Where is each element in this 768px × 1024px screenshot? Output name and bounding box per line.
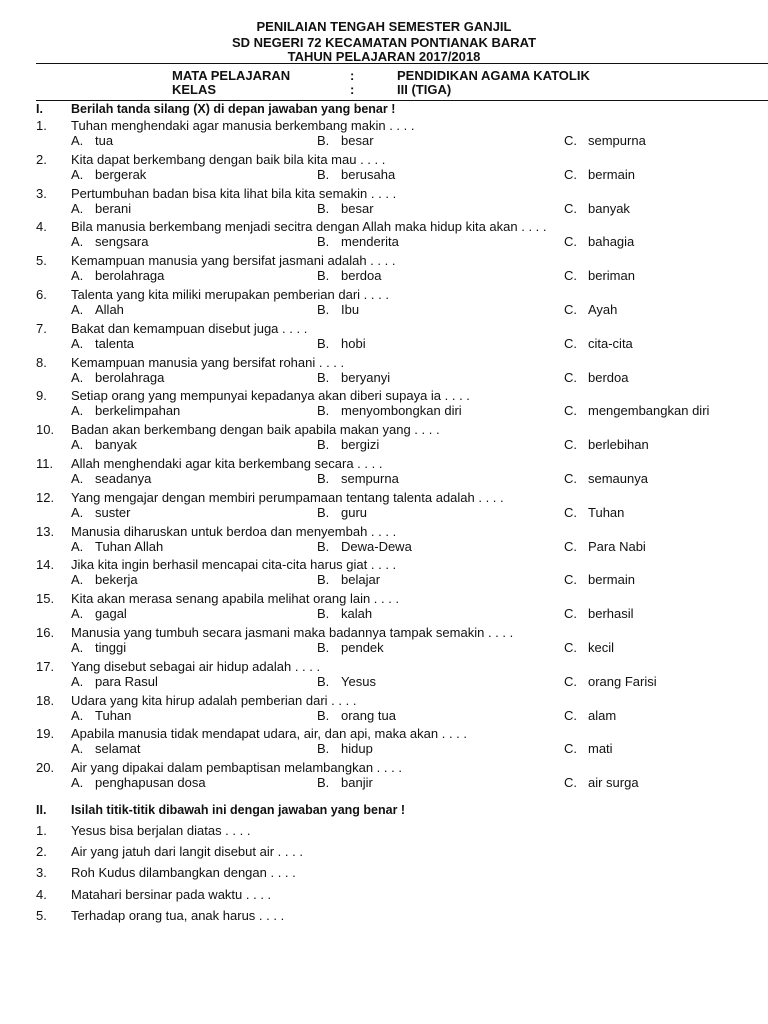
option-letter: C. <box>564 741 577 757</box>
option-text: Dewa-Dewa <box>341 538 412 554</box>
option-letter: C. <box>564 302 577 317</box>
header-divider <box>36 63 768 64</box>
question-item <box>36 726 768 758</box>
option-b <box>317 640 384 655</box>
option-text: berani <box>95 200 132 216</box>
option-text: besar <box>341 200 374 216</box>
option-b <box>317 741 373 756</box>
option-letter: A. <box>71 640 84 655</box>
option-letter: A. <box>71 606 84 622</box>
question-number: 8. <box>36 354 47 370</box>
question-text: Udara yang kita hirup adalah pemberian dari . . . . <box>71 692 357 708</box>
meta-class-key: KELAS <box>172 82 217 97</box>
question-number: 9. <box>36 388 47 404</box>
option-c <box>564 640 614 655</box>
question-number: 12. <box>36 489 55 505</box>
fill-number: 4. <box>36 886 47 902</box>
question-item <box>36 118 768 150</box>
option-text: orang Farisi <box>588 673 657 689</box>
option-text: talenta <box>95 335 135 351</box>
option-text: semaunya <box>588 471 648 486</box>
option-b <box>317 539 412 554</box>
question-number: 7. <box>36 320 47 336</box>
option-letter: A. <box>71 775 84 791</box>
option-letter: C. <box>564 133 577 148</box>
option-b <box>317 437 379 452</box>
option-letter: C. <box>564 268 577 284</box>
meta-subject-colon: : <box>350 68 355 83</box>
question-item <box>36 253 768 285</box>
option-letter: C. <box>564 369 577 385</box>
option-text: banyak <box>95 437 137 453</box>
option-text: berolahraga <box>95 369 165 385</box>
option-text: Ibu <box>341 302 360 317</box>
option-text: Tuhan Allah <box>95 538 164 554</box>
question-text: Yang mengajar dengan membiri perumpamaan tentang talenta adalah . . . . <box>71 489 504 505</box>
option-b <box>317 471 399 486</box>
question-item <box>36 557 768 589</box>
option-a <box>71 336 134 351</box>
option-a <box>71 201 131 216</box>
option-letter: A. <box>71 471 84 486</box>
question-text: Kita dapat berkembang dengan baik bila kita mau . . . . <box>71 151 386 167</box>
option-letter: B. <box>317 775 330 791</box>
option-letter: A. <box>71 133 84 148</box>
header-year: TAHUN PELAJARAN 2017/2018 <box>287 49 481 64</box>
question-number: 20. <box>36 760 55 776</box>
option-text: berhasil <box>588 606 634 622</box>
option-text: para Rasul <box>95 673 158 689</box>
question-number: 15. <box>36 591 55 607</box>
question-item <box>36 625 768 657</box>
option-letter: B. <box>317 741 330 757</box>
option-text: bahagia <box>588 234 635 250</box>
option-text: penghapusan dosa <box>95 775 206 791</box>
option-b <box>317 133 374 148</box>
option-letter: B. <box>317 437 330 453</box>
question-number: 19. <box>36 726 55 742</box>
option-c <box>564 167 635 182</box>
option-a <box>71 471 151 486</box>
question-number: 16. <box>36 625 55 640</box>
option-letter: A. <box>71 200 84 216</box>
option-letter: C. <box>564 504 577 520</box>
question-text: Setiap orang yang mempunyai kepadanya akan diberi supaya ia . . . . <box>71 388 470 404</box>
option-text: bermain <box>588 572 635 588</box>
option-a <box>71 370 164 385</box>
option-a <box>71 437 137 452</box>
question-text: Kemampuan manusia yang bersifat rohani . . . . <box>71 354 345 370</box>
option-text: beryanyi <box>341 369 391 385</box>
option-text: menderita <box>341 234 399 250</box>
option-text: mati <box>588 741 613 757</box>
option-letter: B. <box>317 572 330 588</box>
question-number: 4. <box>36 219 47 235</box>
question-item <box>36 219 768 251</box>
question-text: Pertumbuhan badan bisa kita lihat bila kita semakin . . . . <box>71 185 397 201</box>
meta-subject-key: MATA PELAJARAN <box>172 68 291 83</box>
option-letter: B. <box>317 606 330 622</box>
option-text: Yesus <box>341 673 376 689</box>
question-item <box>36 659 768 691</box>
option-text: sempurna <box>341 471 399 486</box>
option-text: beriman <box>588 268 635 284</box>
question-item <box>36 321 768 353</box>
option-letter: A. <box>71 302 84 317</box>
option-c <box>564 336 633 351</box>
question-item <box>36 388 768 420</box>
option-text: berolahraga <box>95 268 165 284</box>
question-item <box>36 524 768 556</box>
option-b <box>317 775 373 790</box>
option-c <box>564 741 613 756</box>
option-a <box>71 674 158 689</box>
option-text: Ayah <box>588 302 618 317</box>
option-a <box>71 741 141 756</box>
option-text: tua <box>95 133 114 148</box>
question-text: Yang disebut sebagai air hidup adalah . . . . <box>71 658 321 674</box>
option-text: alam <box>588 707 617 723</box>
option-letter: B. <box>317 369 330 385</box>
option-b <box>317 403 462 418</box>
option-letter: B. <box>317 673 330 689</box>
option-letter: A. <box>71 403 84 419</box>
option-letter: B. <box>317 403 330 419</box>
option-c <box>564 403 709 418</box>
option-letter: C. <box>564 707 577 723</box>
option-b <box>317 505 367 520</box>
question-number: 10. <box>36 422 55 438</box>
question-item <box>36 287 768 319</box>
meta-subject-value: PENDIDIKAN AGAMA KATOLIK <box>397 68 590 83</box>
option-letter: C. <box>564 572 577 588</box>
option-a <box>71 539 163 554</box>
option-letter: A. <box>71 369 84 385</box>
option-c <box>564 133 646 148</box>
option-letter: A. <box>71 335 84 351</box>
option-a <box>71 640 126 655</box>
question-number: 17. <box>36 658 55 674</box>
option-a <box>71 167 146 182</box>
option-letter: A. <box>71 707 84 723</box>
option-text: seadanya <box>95 471 152 486</box>
fill-text: Yesus bisa berjalan diatas . . . . <box>71 823 251 838</box>
option-letter: B. <box>317 538 330 554</box>
section-1-number: I. <box>36 102 43 116</box>
option-b <box>317 336 366 351</box>
option-text: orang tua <box>341 707 396 723</box>
option-text: berlebihan <box>588 437 649 453</box>
option-text: Para Nabi <box>588 538 646 554</box>
option-text: belajar <box>341 572 381 588</box>
option-a <box>71 133 113 148</box>
option-text: kecil <box>588 640 615 655</box>
option-letter: A. <box>71 741 84 757</box>
option-letter: C. <box>564 234 577 250</box>
header-school: SD NEGERI 72 KECAMATAN PONTIANAK BARAT <box>231 35 537 50</box>
option-letter: A. <box>71 437 84 453</box>
option-text: air surga <box>588 775 639 791</box>
option-b <box>317 606 372 621</box>
option-letter: B. <box>317 640 330 655</box>
question-text: Badan akan berkembang dengan baik apabila makan yang . . . . <box>71 422 440 438</box>
option-a <box>71 302 124 317</box>
option-letter: B. <box>317 471 330 486</box>
option-b <box>317 268 381 283</box>
question-text: Allah menghendaki agar kita berkembang secara . . . . <box>71 456 383 471</box>
option-b <box>317 234 399 249</box>
option-text: bekerja <box>95 572 138 588</box>
option-letter: C. <box>564 200 577 216</box>
question-number: 5. <box>36 253 47 269</box>
option-text: bergizi <box>341 437 380 453</box>
option-c <box>564 268 635 283</box>
option-letter: B. <box>317 268 330 284</box>
fill-text: Terhadap orang tua, anak harus . . . . <box>71 907 285 923</box>
option-letter: A. <box>71 504 84 520</box>
option-b <box>317 201 374 216</box>
question-text: Bila manusia berkembang menjadi secitra dengan Allah maka hidup kita akan . . . . <box>71 219 547 235</box>
option-letter: A. <box>71 234 84 250</box>
option-letter: C. <box>564 538 577 554</box>
section-2-number: II. <box>36 803 47 817</box>
fill-number: 2. <box>36 844 47 860</box>
option-letter: C. <box>564 640 577 655</box>
option-text: cita-cita <box>588 335 633 351</box>
option-text: guru <box>341 504 368 520</box>
option-a <box>71 403 180 418</box>
option-text: menyombongkan diri <box>341 403 462 419</box>
question-text: Manusia diharuskan untuk berdoa dan menyembah . . . . <box>71 523 397 539</box>
question-number: 6. <box>36 287 47 302</box>
option-letter: B. <box>317 335 330 351</box>
option-c <box>564 370 628 385</box>
option-text: berkelimpahan <box>95 403 181 419</box>
option-b <box>317 302 359 317</box>
option-letter: A. <box>71 673 84 689</box>
option-letter: A. <box>71 268 84 284</box>
option-text: hidup <box>341 741 373 757</box>
question-number: 13. <box>36 523 55 539</box>
question-item <box>36 456 768 488</box>
option-text: pendek <box>341 640 384 655</box>
option-text: banjir <box>341 775 373 791</box>
option-letter: C. <box>564 673 577 689</box>
question-number: 14. <box>36 557 55 573</box>
option-letter: B. <box>317 504 330 520</box>
question-text: Bakat dan kemampuan disebut juga . . . . <box>71 320 308 336</box>
option-a <box>71 708 131 723</box>
fill-text: Matahari bersinar pada waktu . . . . <box>71 886 272 902</box>
option-b <box>317 572 380 587</box>
option-letter: B. <box>317 200 330 216</box>
header-title: PENILAIAN TENGAH SEMESTER GANJIL <box>256 19 512 34</box>
option-letter: B. <box>317 234 330 250</box>
option-text: kalah <box>341 606 373 622</box>
option-a <box>71 505 130 520</box>
fill-text: Air yang jatuh dari langit disebut air . . . . <box>71 844 303 860</box>
option-text: selamat <box>95 741 141 757</box>
option-letter: C. <box>564 437 577 453</box>
option-c <box>564 234 634 249</box>
question-text: Apabila manusia tidak mendapat udara, air, dan api, maka akan . . . . <box>71 726 468 742</box>
option-text: bergerak <box>95 166 147 182</box>
meta-class-colon: : <box>350 82 355 97</box>
option-c <box>564 505 624 520</box>
option-text: banyak <box>588 200 630 216</box>
option-c <box>564 606 634 621</box>
option-a <box>71 268 164 283</box>
option-b <box>317 708 396 723</box>
option-c <box>564 572 635 587</box>
option-text: sengsara <box>95 234 149 250</box>
option-c <box>564 539 646 554</box>
question-text: Manusia yang tumbuh secara jasmani maka badannya tampak semakin . . . . <box>71 625 514 640</box>
option-c <box>564 437 649 452</box>
option-text: mengembangkan diri <box>588 403 710 419</box>
option-text: suster <box>95 504 131 520</box>
fill-number: 1. <box>36 823 47 838</box>
question-text: Tuhan menghendaki agar manusia berkembang makin . . . . <box>71 118 415 133</box>
option-letter: B. <box>317 302 330 317</box>
question-text: Jika kita ingin berhasil mencapai cita-cita harus giat . . . . <box>71 557 397 573</box>
question-text: Talenta yang kita miliki merupakan pemberian dari . . . . <box>71 287 389 302</box>
option-a <box>71 775 206 790</box>
option-b <box>317 674 376 689</box>
option-b <box>317 167 395 182</box>
question-item <box>36 693 768 725</box>
option-text: bermain <box>588 166 635 182</box>
option-letter: A. <box>71 572 84 588</box>
option-c <box>564 775 639 790</box>
option-letter: C. <box>564 471 577 486</box>
option-text: sempurna <box>588 133 646 148</box>
option-text: tinggi <box>95 640 127 655</box>
option-letter: A. <box>71 538 84 554</box>
option-c <box>564 201 630 216</box>
option-letter: B. <box>317 166 330 182</box>
option-text: gagal <box>95 606 127 622</box>
meta-class-value: III (TIGA) <box>397 82 452 97</box>
question-item <box>36 591 768 623</box>
fill-text: Roh Kudus dilambangkan dengan . . . . <box>71 865 296 881</box>
question-item <box>36 186 768 218</box>
option-text: Tuhan <box>95 707 132 723</box>
option-text: berdoa <box>341 268 382 284</box>
option-a <box>71 572 138 587</box>
question-number: 1. <box>36 118 47 133</box>
question-item <box>36 490 768 522</box>
section-1-instruction: Berilah tanda silang (X) di depan jawaban yang benar ! <box>71 102 396 116</box>
question-item <box>36 422 768 454</box>
option-text: Tuhan <box>588 504 625 520</box>
option-a <box>71 606 127 621</box>
option-letter: C. <box>564 775 577 791</box>
option-text: hobi <box>341 335 366 351</box>
option-letter: B. <box>317 707 330 723</box>
question-number: 11. <box>36 456 54 471</box>
option-c <box>564 674 657 689</box>
option-text: besar <box>341 133 374 148</box>
question-text: Kita akan merasa senang apabila melihat orang lain . . . . <box>71 591 400 607</box>
option-letter: C. <box>564 166 577 182</box>
question-number: 3. <box>36 185 47 201</box>
question-text: Air yang dipakai dalam pembaptisan melambangkan . . . . <box>71 760 402 776</box>
option-a <box>71 234 148 249</box>
option-text: berdoa <box>588 369 629 385</box>
option-letter: B. <box>317 133 330 148</box>
option-text: berusaha <box>341 166 396 182</box>
option-c <box>564 302 617 317</box>
question-item <box>36 760 768 792</box>
section-2-instruction: Isilah titik-titik dibawah ini dengan jawaban yang benar ! <box>71 803 406 817</box>
fill-number: 5. <box>36 907 47 923</box>
question-number: 18. <box>36 692 55 708</box>
fill-number: 3. <box>36 865 47 881</box>
question-number: 2. <box>36 151 47 167</box>
option-b <box>317 370 390 385</box>
option-c <box>564 471 648 486</box>
question-item <box>36 355 768 387</box>
meta-divider <box>36 100 768 101</box>
question-item <box>36 152 768 184</box>
option-letter: C. <box>564 335 577 351</box>
question-text: Kemampuan manusia yang bersifat jasmani adalah . . . . <box>71 253 396 269</box>
option-letter: A. <box>71 166 84 182</box>
option-letter: C. <box>564 606 577 622</box>
option-text: Allah <box>95 302 124 317</box>
option-c <box>564 708 616 723</box>
option-letter: C. <box>564 403 577 419</box>
